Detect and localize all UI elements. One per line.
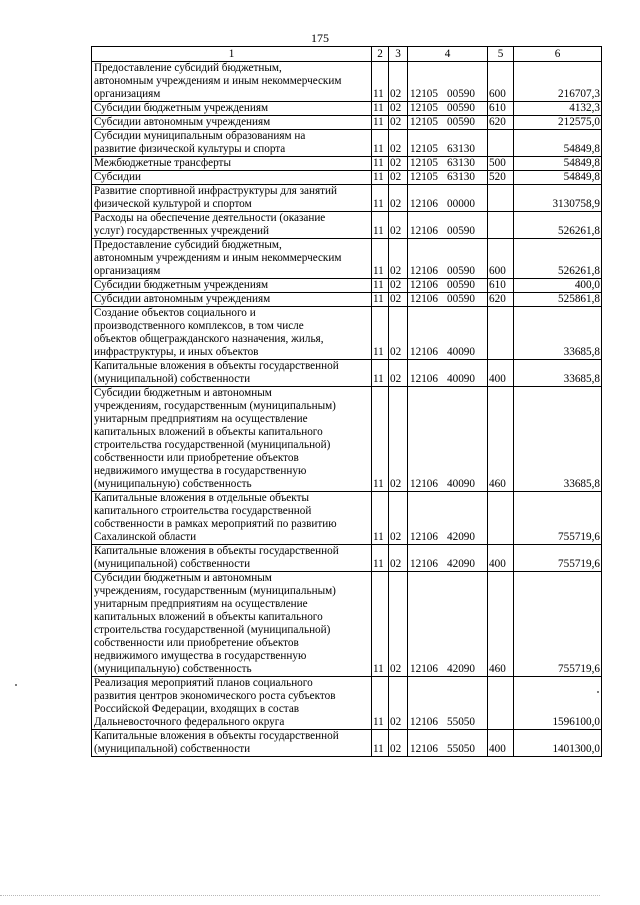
amount-value: 33685,8 [514, 387, 602, 492]
program-code: 12105 [410, 102, 438, 114]
description-line: физической культурой и спортом [94, 198, 252, 210]
row-description [92, 545, 372, 572]
amount-value: 525861,8 [514, 293, 602, 307]
target-article-code [408, 545, 488, 572]
section-code: 11 [372, 239, 389, 279]
section-code: 11 [372, 360, 389, 387]
target-article-code [408, 387, 488, 492]
amount-value: 526261,8 [514, 239, 602, 279]
table-row [92, 387, 602, 492]
program-code: 12106 [410, 346, 438, 358]
section-code: 11 [372, 157, 389, 171]
amount-value: 755719,6 [514, 572, 602, 677]
program-code: 12106 [410, 225, 438, 237]
amount-value: 755719,6 [514, 545, 602, 572]
expense-type-code: 460 [488, 387, 514, 492]
target-article-code [408, 171, 488, 185]
description-line: Сахалинской области [94, 531, 197, 543]
direction-code: 00590 [447, 102, 475, 114]
description-line: (муниципальной) собственности [94, 373, 251, 385]
description-line: организациям [94, 265, 161, 277]
row-description [92, 239, 372, 279]
direction-code: 63130 [447, 143, 475, 155]
description-line: автономным учреждениям и иным некоммерческим [94, 75, 342, 87]
description-line: капитальных вложений в объекты капитального [94, 611, 323, 623]
expense-type-code: 620 [488, 116, 514, 130]
section-code: 11 [372, 307, 389, 360]
section-code: 11 [372, 293, 389, 307]
table-row [92, 677, 602, 730]
amount-value: 3130758,9 [514, 185, 602, 212]
description-line: собственности или приобретение объектов [94, 637, 299, 649]
description-line: учреждениям, государственным (муниципальным) [94, 400, 336, 412]
table-row [92, 572, 602, 677]
program-code: 12106 [410, 279, 438, 291]
program-code: 12105 [410, 116, 438, 128]
subsection-code: 02 [389, 212, 408, 239]
subsection-code: 02 [389, 171, 408, 185]
target-article-code [408, 157, 488, 171]
target-article-code [408, 730, 488, 757]
section-code: 11 [372, 62, 389, 102]
description-line: Межбюджетные трансферты [94, 157, 231, 169]
description-line: развитие физической культуры и спорта [94, 143, 286, 155]
table-row [92, 730, 602, 757]
table-row [92, 545, 602, 572]
description-line: объектов общегражданского назначения, жилья, [94, 333, 324, 345]
scan-artifact-line [0, 893, 600, 896]
description-line: Развитие спортивной инфраструктуры для занятий [94, 185, 337, 197]
amount-value: 54849,8 [514, 130, 602, 157]
description-line: Капитальные вложения в отдельные объекты [94, 492, 309, 504]
description-line: собственности в рамках мероприятий по развитию [94, 518, 337, 530]
table-row [92, 157, 602, 171]
subsection-code: 02 [389, 545, 408, 572]
program-code: 12105 [410, 143, 438, 155]
row-description [92, 116, 372, 130]
program-code: 12105 [410, 88, 438, 100]
target-article-code [408, 307, 488, 360]
subsection-code: 02 [389, 130, 408, 157]
description-line: Дальневосточного федерального округа [94, 716, 285, 728]
section-code: 11 [372, 387, 389, 492]
row-description [92, 730, 372, 757]
description-line: Предоставление субсидий бюджетным, [94, 239, 282, 251]
target-article-code [408, 239, 488, 279]
target-article-code [408, 293, 488, 307]
subsection-code: 02 [389, 572, 408, 677]
row-description [92, 293, 372, 307]
subsection-code: 02 [389, 492, 408, 545]
row-description [92, 572, 372, 677]
expense-type-code [488, 185, 514, 212]
table-row [92, 293, 602, 307]
section-code: 11 [372, 102, 389, 116]
direction-code: 42090 [447, 663, 475, 675]
direction-code: 00590 [447, 116, 475, 128]
page-number: 175 [311, 31, 329, 45]
direction-code: 40090 [447, 478, 475, 490]
amount-value: 54849,8 [514, 171, 602, 185]
target-article-code [408, 279, 488, 293]
table-row [92, 360, 602, 387]
section-code: 11 [372, 730, 389, 757]
direction-code: 63130 [447, 171, 475, 183]
program-code: 12106 [410, 743, 438, 755]
direction-code: 40090 [447, 373, 475, 385]
description-line: Реализация мероприятий планов социального [94, 677, 313, 689]
target-article-code [408, 185, 488, 212]
description-line: Субсидии бюджетным учреждениям [94, 102, 269, 114]
expense-type-code: 500 [488, 157, 514, 171]
column-header: 3 [389, 47, 408, 62]
expense-type-code: 400 [488, 730, 514, 757]
description-line: недвижимого имущества в государственную [94, 650, 307, 662]
section-code: 11 [372, 545, 389, 572]
table-row [92, 102, 602, 116]
description-line: Субсидии бюджетным и автономным [94, 387, 272, 399]
section-code: 11 [372, 212, 389, 239]
column-header: 1 [92, 47, 372, 62]
subsection-code: 02 [389, 102, 408, 116]
row-description [92, 171, 372, 185]
column-header: 2 [372, 47, 389, 62]
direction-code: 00590 [447, 88, 475, 100]
subsection-code: 02 [389, 293, 408, 307]
description-line: Субсидии муниципальным образованиям на [94, 130, 306, 142]
scan-speck [597, 691, 599, 693]
amount-value: 526261,8 [514, 212, 602, 239]
description-line: Капитальные вложения в объекты государственной [94, 360, 339, 372]
description-line: Субсидии бюджетным учреждениям [94, 279, 269, 291]
description-line: строительства государственной (муниципальной) [94, 439, 331, 451]
expense-type-code [488, 130, 514, 157]
amount-value: 216707,3 [514, 62, 602, 102]
table-row [92, 116, 602, 130]
program-code: 12106 [410, 198, 438, 210]
row-description [92, 102, 372, 116]
subsection-code: 02 [389, 116, 408, 130]
description-line: (муниципальной) собственности [94, 743, 251, 755]
description-line: автономным учреждениям и иным некоммерческим [94, 252, 342, 264]
amount-value: 33685,8 [514, 307, 602, 360]
description-line: Субсидии автономным учреждениям [94, 116, 271, 128]
expense-type-code [488, 677, 514, 730]
table-row [92, 279, 602, 293]
expense-type-code: 600 [488, 62, 514, 102]
program-code: 12106 [410, 663, 438, 675]
scan-speck [15, 684, 17, 686]
column-header: 5 [488, 47, 514, 62]
description-line: (муниципальную) собственность [94, 478, 252, 490]
description-line: Субсидии автономным учреждениям [94, 293, 271, 305]
amount-value: 1401300,0 [514, 730, 602, 757]
description-line: строительства государственной (муниципальной) [94, 624, 331, 636]
description-line: Создание объектов социального и [94, 307, 256, 319]
description-line: Российской Федерации, входящих в состав [94, 703, 300, 715]
program-code: 12106 [410, 716, 438, 728]
description-line: производственного комплексов, в том числе [94, 320, 304, 332]
direction-code: 63130 [447, 157, 475, 169]
description-line: недвижимого имущества в государственную [94, 465, 307, 477]
table-row [92, 239, 602, 279]
target-article-code [408, 360, 488, 387]
description-line: (муниципальную) собственность [94, 663, 252, 675]
amount-value: 4132,3 [514, 102, 602, 116]
section-code: 11 [372, 677, 389, 730]
section-code: 11 [372, 130, 389, 157]
section-code: 11 [372, 116, 389, 130]
budget-table [91, 46, 602, 757]
description-line: Капитальные вложения в объекты государственной [94, 730, 339, 742]
row-description [92, 185, 372, 212]
description-line: Субсидии бюджетным и автономным [94, 572, 272, 584]
target-article-code [408, 572, 488, 677]
expense-type-code: 520 [488, 171, 514, 185]
row-description [92, 62, 372, 102]
target-article-code [408, 677, 488, 730]
subsection-code: 02 [389, 307, 408, 360]
section-code: 11 [372, 279, 389, 293]
direction-code: 55050 [447, 716, 475, 728]
description-line: капитальных вложений в объекты капитального [94, 426, 323, 438]
direction-code: 00590 [447, 293, 475, 305]
row-description [92, 360, 372, 387]
expense-type-code: 610 [488, 102, 514, 116]
section-code: 11 [372, 171, 389, 185]
subsection-code: 02 [389, 185, 408, 212]
description-line: инфраструктуры, и иных объектов [94, 346, 259, 358]
description-line: собственности или приобретение объектов [94, 452, 299, 464]
table-row [92, 62, 602, 102]
description-line: Расходы на обеспечение деятельности (оказание [94, 212, 326, 224]
direction-code: 00590 [447, 265, 475, 277]
target-article-code [408, 492, 488, 545]
direction-code: 42090 [447, 531, 475, 543]
expense-type-code: 610 [488, 279, 514, 293]
row-description [92, 130, 372, 157]
expense-type-code: 400 [488, 545, 514, 572]
row-description [92, 387, 372, 492]
amount-value: 33685,8 [514, 360, 602, 387]
direction-code: 00590 [447, 279, 475, 291]
row-description [92, 492, 372, 545]
target-article-code [408, 102, 488, 116]
direction-code: 42090 [447, 558, 475, 570]
subsection-code: 02 [389, 730, 408, 757]
subsection-code: 02 [389, 360, 408, 387]
description-line: организациям [94, 88, 161, 100]
expense-type-code [488, 307, 514, 360]
description-line: Капитальные вложения в объекты государственной [94, 545, 339, 557]
program-code: 12106 [410, 265, 438, 277]
description-line: унитарным предприятиям на осуществление [94, 413, 308, 425]
program-code: 12106 [410, 531, 438, 543]
program-code: 12106 [410, 373, 438, 385]
expense-type-code: 460 [488, 572, 514, 677]
description-line: капитального строительства государственной [94, 505, 312, 517]
target-article-code [408, 116, 488, 130]
amount-value: 755719,6 [514, 492, 602, 545]
amount-value: 54849,8 [514, 157, 602, 171]
target-article-code [408, 62, 488, 102]
row-description [92, 157, 372, 171]
amount-value: 400,0 [514, 279, 602, 293]
target-article-code [408, 130, 488, 157]
subsection-code: 02 [389, 677, 408, 730]
target-article-code [408, 212, 488, 239]
subsection-code: 02 [389, 239, 408, 279]
column-header: 6 [514, 47, 602, 62]
program-code: 12105 [410, 171, 438, 183]
description-line: унитарным предприятиям на осуществление [94, 598, 308, 610]
direction-code: 55050 [447, 743, 475, 755]
section-code: 11 [372, 185, 389, 212]
subsection-code: 02 [389, 62, 408, 102]
table-header-row [92, 47, 602, 62]
table-row [92, 130, 602, 157]
amount-value: 1596100,0 [514, 677, 602, 730]
description-line: (муниципальной) собственности [94, 558, 251, 570]
direction-code: 00000 [447, 198, 475, 210]
description-line: учреждениям, государственным (муниципальным) [94, 585, 336, 597]
table-row [92, 185, 602, 212]
program-code: 12106 [410, 293, 438, 305]
description-line: Субсидии [94, 171, 141, 183]
expense-type-code: 400 [488, 360, 514, 387]
direction-code: 00590 [447, 225, 475, 237]
subsection-code: 02 [389, 279, 408, 293]
expense-type-code: 620 [488, 293, 514, 307]
row-description [92, 677, 372, 730]
section-code: 11 [372, 572, 389, 677]
program-code: 12106 [410, 478, 438, 490]
column-header: 4 [408, 47, 488, 62]
table-row [92, 212, 602, 239]
subsection-code: 02 [389, 157, 408, 171]
expense-type-code [488, 492, 514, 545]
description-line: Предоставление субсидий бюджетным, [94, 62, 282, 74]
expense-type-code: 600 [488, 239, 514, 279]
program-code: 12106 [410, 558, 438, 570]
row-description [92, 307, 372, 360]
table-row [92, 307, 602, 360]
amount-value: 212575,0 [514, 116, 602, 130]
program-code: 12105 [410, 157, 438, 169]
description-line: развития центров экономического роста субъектов [94, 690, 336, 702]
row-description [92, 212, 372, 239]
table-row [92, 492, 602, 545]
expense-type-code [488, 212, 514, 239]
table-row [92, 171, 602, 185]
row-description [92, 279, 372, 293]
description-line: услуг) государственных учреждений [94, 225, 270, 237]
subsection-code: 02 [389, 387, 408, 492]
section-code: 11 [372, 492, 389, 545]
direction-code: 40090 [447, 346, 475, 358]
